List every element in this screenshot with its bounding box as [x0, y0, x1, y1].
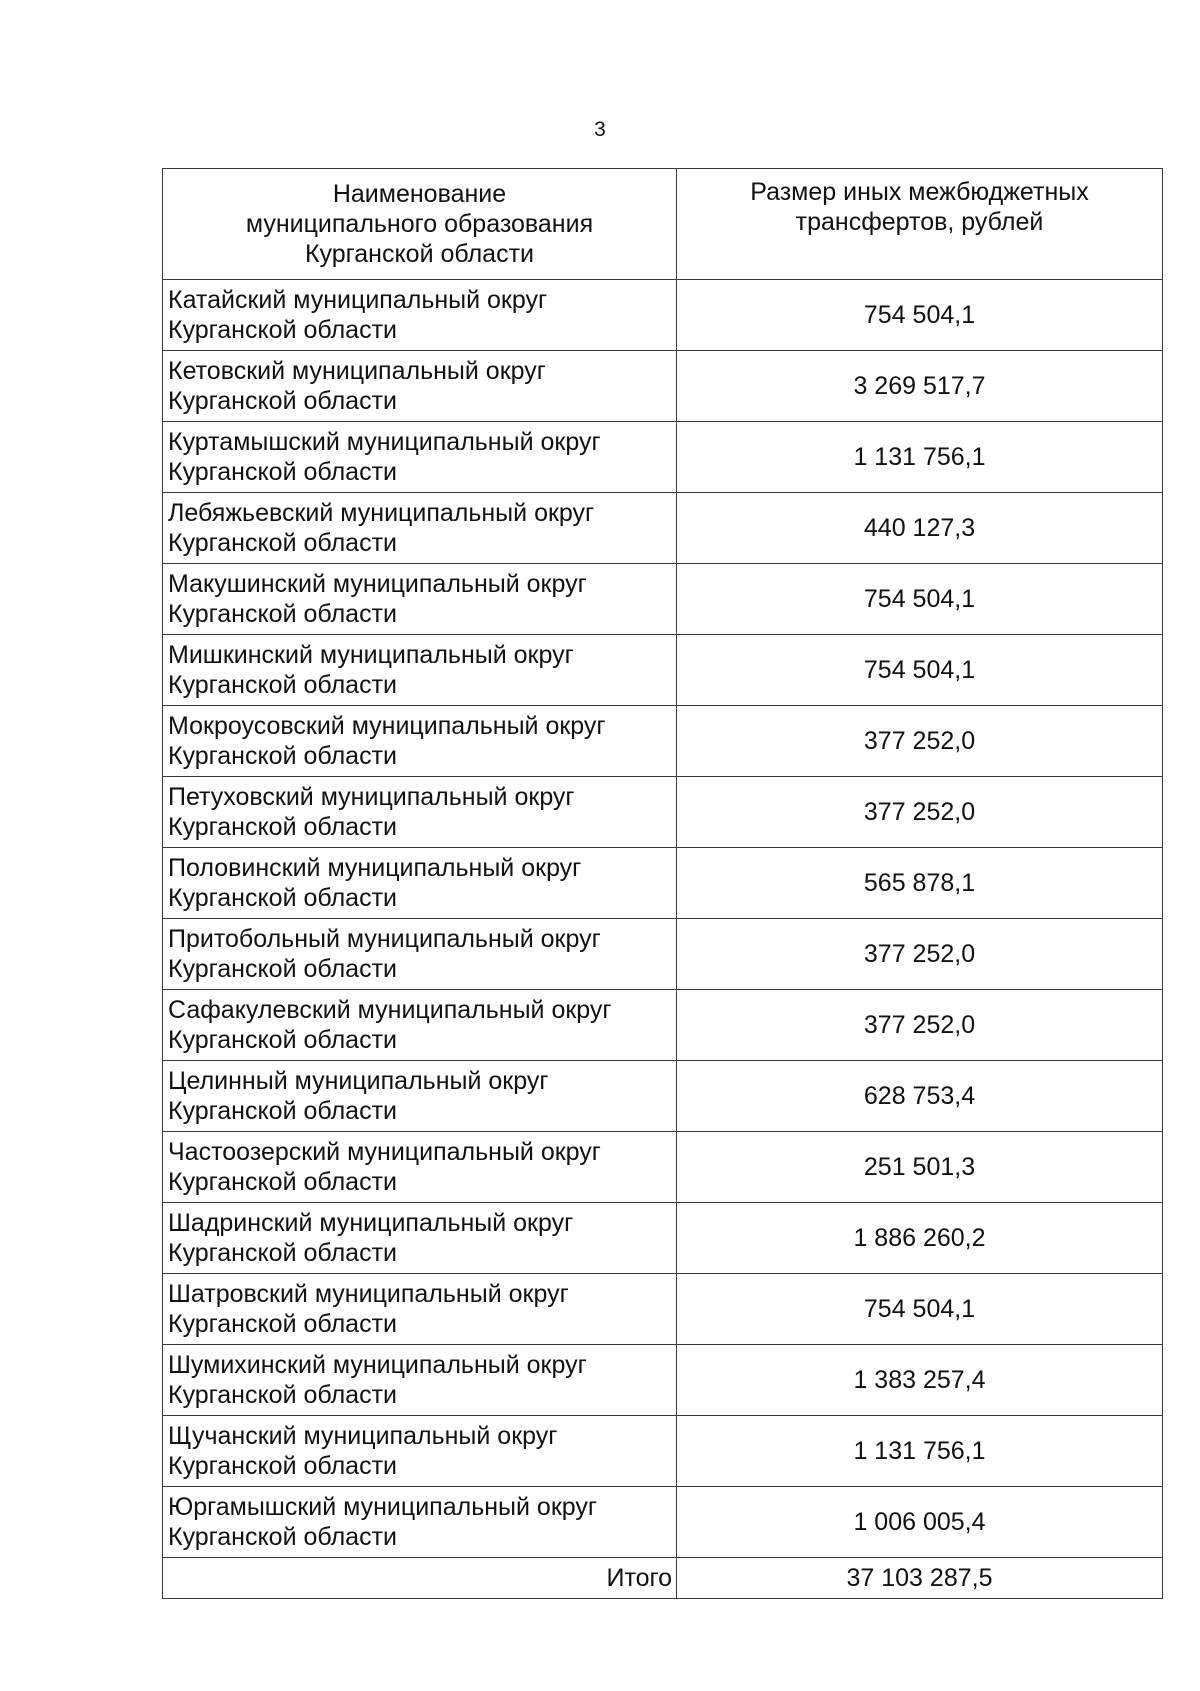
- municipality-name-line: Курганской области: [168, 316, 398, 344]
- table-row: [163, 1203, 1163, 1274]
- transfer-amount-cell: 3 269 517,7: [677, 351, 1163, 422]
- municipality-name-line: Курганской области: [168, 1452, 398, 1480]
- municipality-name-line: Курганской области: [168, 529, 398, 557]
- municipality-name-cell: [163, 1416, 677, 1487]
- table-row: [163, 706, 1163, 777]
- municipality-name-line: Сафакулевский муниципальный округ: [168, 996, 612, 1024]
- table-row: [163, 848, 1163, 919]
- transfer-amount-cell: 754 504,1: [677, 564, 1163, 635]
- header-line: Наименование: [332, 180, 507, 208]
- transfer-amount-cell: 1 131 756,1: [677, 1416, 1163, 1487]
- table-row: [163, 493, 1163, 564]
- transfer-amount-cell: 377 252,0: [677, 919, 1163, 990]
- transfer-amount-cell: 754 504,1: [677, 280, 1163, 351]
- municipality-name-cell: [163, 635, 677, 706]
- transfer-amount-cell: 754 504,1: [677, 635, 1163, 706]
- header-line: муниципального образования: [245, 210, 594, 238]
- municipality-name-cell: [163, 1345, 677, 1416]
- table-header-row: [163, 169, 1163, 280]
- municipality-name-line: Шумихинский муниципальный округ: [168, 1351, 587, 1379]
- municipality-name-line: Курганской области: [168, 1026, 398, 1054]
- transfer-amount-cell: 1 383 257,4: [677, 1345, 1163, 1416]
- transfer-amount-cell: 440 127,3: [677, 493, 1163, 564]
- municipality-name-line: Щучанский муниципальный округ: [168, 1422, 558, 1450]
- municipality-name-line: Курганской области: [168, 955, 398, 983]
- municipality-name-line: Половинский муниципальный округ: [168, 854, 582, 882]
- municipality-name-line: Притобольный муниципальный округ: [168, 925, 601, 953]
- total-amount: 37 103 287,5: [677, 1558, 1163, 1599]
- municipality-name-line: Мокроусовский муниципальный округ: [168, 712, 606, 740]
- municipality-name-cell: [163, 1487, 677, 1558]
- table-row: [163, 635, 1163, 706]
- municipality-name-line: Курганской области: [168, 1239, 398, 1267]
- transfer-amount-cell: 377 252,0: [677, 706, 1163, 777]
- table-row: [163, 564, 1163, 635]
- table-row: [163, 1487, 1163, 1558]
- table-row: [163, 280, 1163, 351]
- header-line: трансфертов, рублей: [795, 208, 1044, 236]
- transfers-table: [162, 168, 1163, 1599]
- municipality-name-line: Курганской области: [168, 742, 398, 770]
- header-line: Курганской области: [304, 240, 534, 268]
- municipality-name-cell: [163, 1061, 677, 1132]
- name-column-header: [163, 169, 677, 280]
- table-row: [163, 422, 1163, 493]
- municipality-name-line: Курганской области: [168, 813, 398, 841]
- municipality-name-line: Целинный муниципальный округ: [168, 1067, 549, 1095]
- municipality-name-line: Курганской области: [168, 1168, 398, 1196]
- municipality-name-cell: [163, 1132, 677, 1203]
- transfer-amount-cell: 754 504,1: [677, 1274, 1163, 1345]
- municipality-name-cell: [163, 280, 677, 351]
- municipality-name-line: Мишкинский муниципальный округ: [168, 641, 574, 669]
- transfer-amount-cell: 377 252,0: [677, 777, 1163, 848]
- transfer-amount-cell: 1 886 260,2: [677, 1203, 1163, 1274]
- municipality-name-cell: [163, 493, 677, 564]
- municipality-name-line: Курганской области: [168, 671, 398, 699]
- municipality-name-line: Катайский муниципальный округ: [168, 286, 548, 314]
- table-row: [163, 919, 1163, 990]
- municipality-name-line: Петуховский муниципальный округ: [168, 783, 575, 811]
- table-row: [163, 1274, 1163, 1345]
- total-label: Итого: [163, 1558, 677, 1599]
- table-row: [163, 1416, 1163, 1487]
- municipality-name-line: Курганской области: [168, 1310, 398, 1338]
- amount-column-header: [677, 169, 1163, 280]
- municipality-name-line: Кетовский муниципальный округ: [168, 357, 546, 385]
- municipality-name-cell: [163, 919, 677, 990]
- municipality-name-cell: [163, 422, 677, 493]
- municipality-name-cell: [163, 1203, 677, 1274]
- municipality-name-cell: [163, 990, 677, 1061]
- transfer-amount-cell: 1 131 756,1: [677, 422, 1163, 493]
- municipality-name-line: Курганской области: [168, 1381, 398, 1409]
- municipality-name-cell: [163, 1274, 677, 1345]
- transfer-amount-cell: 377 252,0: [677, 990, 1163, 1061]
- municipality-name-line: Юргамышский муниципальный округ: [168, 1493, 598, 1521]
- table-row: [163, 351, 1163, 422]
- municipality-name-cell: [163, 777, 677, 848]
- transfer-amount-cell: 251 501,3: [677, 1132, 1163, 1203]
- municipality-name-line: Шатровский муниципальный округ: [168, 1280, 569, 1308]
- table-row: [163, 1345, 1163, 1416]
- municipality-name-line: Курганской области: [168, 1097, 398, 1125]
- municipality-name-cell: [163, 706, 677, 777]
- municipality-name-cell: [163, 564, 677, 635]
- municipality-name-cell: [163, 351, 677, 422]
- transfer-amount-cell: 565 878,1: [677, 848, 1163, 919]
- municipality-name-cell: [163, 848, 677, 919]
- municipality-name-line: Макушинский муниципальный округ: [168, 570, 587, 598]
- municipality-name-line: Шадринский муниципальный округ: [168, 1209, 574, 1237]
- table-row: [163, 777, 1163, 848]
- municipality-name-line: Курганской области: [168, 600, 398, 628]
- header-line: Размер иных межбюджетных: [750, 178, 1089, 206]
- table-row: [163, 1132, 1163, 1203]
- total-row: [163, 1558, 1163, 1599]
- table-row: [163, 1061, 1163, 1132]
- municipality-name-line: Куртамышский муниципальный округ: [168, 428, 601, 456]
- page-number: 3: [594, 118, 606, 141]
- municipality-name-line: Курганской области: [168, 387, 398, 415]
- municipality-name-line: Курганской области: [168, 884, 398, 912]
- municipality-name-line: Курганской области: [168, 1523, 398, 1551]
- municipality-name-line: Частоозерский муниципальный округ: [168, 1138, 601, 1166]
- transfer-amount-cell: 628 753,4: [677, 1061, 1163, 1132]
- transfer-amount-cell: 1 006 005,4: [677, 1487, 1163, 1558]
- table-body: [163, 280, 1163, 1599]
- municipality-name-line: Лебяжьевский муниципальный округ: [168, 499, 595, 527]
- table-row: [163, 990, 1163, 1061]
- municipality-name-line: Курганской области: [168, 458, 398, 486]
